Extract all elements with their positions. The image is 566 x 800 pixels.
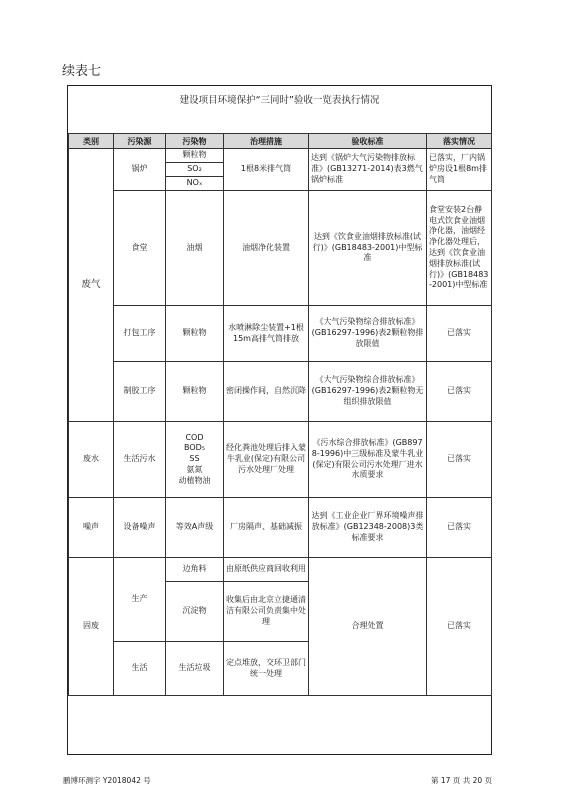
table-row <box>69 306 492 362</box>
measure-canteen: 油烟净化装置 <box>224 191 309 306</box>
standard-boiler: 达到《锅炉大气污染物排放标准》(GB13271-2014)表3燃气锅炉标准 <box>309 149 427 191</box>
pollutant-particulate: 颗粒物 <box>166 149 224 163</box>
measure-boiler: 1根8米排气筒 <box>224 149 309 191</box>
header-row <box>69 134 492 149</box>
pollutant-garbage: 生活垃圾 <box>166 642 224 696</box>
header-measure: 治理措施 <box>224 134 309 149</box>
measure-noise: 厂房隔声、基础减振 <box>224 498 309 558</box>
measure-scraps: 由原纸供应商回收利用 <box>224 558 309 582</box>
continuation-label: 续表七 <box>62 64 102 79</box>
status-boiler: 已落实，厂内锅炉房设1根8m排气筒 <box>427 149 492 191</box>
header-standard: 验收标准 <box>309 134 427 149</box>
pollutant-ammonia: 氨氮 <box>186 464 203 474</box>
header-pollutant: 污染物 <box>166 134 224 149</box>
source-equipment-noise: 设备噪声 <box>114 498 166 558</box>
header-category: 类别 <box>69 134 114 149</box>
table-row <box>69 362 492 422</box>
status-wastewater: 已落实 <box>427 422 492 498</box>
standard-canteen: 达到《饮食业油烟排放标准(试行)》(GB18483-2001)中型标准 <box>309 191 427 306</box>
header-status: 落实情况 <box>427 134 492 149</box>
table-row <box>69 422 492 498</box>
status-canteen: 食堂安装2台静电式饮食业油烟净化器，油烟经净化器处理后，达到《饮食业油烟排放标准(试行)》(GB18483-2001)中型标准 <box>427 191 492 306</box>
standard-packing: 《大气污染物综合排放标准》(GB16297-1996)表2颗粒物排放限值 <box>309 306 427 362</box>
pollutant-glue: 颗粒物 <box>166 362 224 422</box>
pollutant-nox: NOₓ <box>166 177 224 191</box>
table-frame <box>67 85 492 755</box>
source-domestic-sewage: 生活污水 <box>114 422 166 498</box>
table-row <box>69 498 492 558</box>
pollutant-noise: 等效A声级 <box>166 498 224 558</box>
pollutant-sludge: 沉淀物 <box>166 582 224 642</box>
measure-sludge: 收集后由北京立捷通清洁有限公司负责集中处理 <box>224 582 309 642</box>
measure-packing: 水喷淋除尘装置+1根15m高排气筒排放 <box>224 306 309 362</box>
measure-glue: 密闭操作间，自然沉降 <box>224 362 309 422</box>
source-boiler: 锅炉 <box>114 149 166 191</box>
header-source: 污染源 <box>114 134 166 149</box>
status-noise: 已落实 <box>427 498 492 558</box>
pollutant-oil-fume: 油烟 <box>166 191 224 306</box>
report-number: 鹏博环测字 Y2018042 号 <box>63 776 151 785</box>
pollutant-animal-oil: 动植物油 <box>178 475 211 485</box>
standard-glue: 《大气污染物综合排放标准》(GB16297-1996)表2颗粒物无组织排放限值 <box>309 362 427 422</box>
pollutant-ss: SS <box>189 454 200 464</box>
table-row <box>69 191 492 306</box>
source-glue: 制胶工序 <box>114 362 166 422</box>
standard-wastewater: 《污水综合排放标准》(GB8978-1996)中三级标准及蒙牛乳业(保定)有限公司污水处理厂进水水质要求 <box>309 422 427 498</box>
source-canteen: 食堂 <box>114 191 166 306</box>
status-glue: 已落实 <box>427 362 492 422</box>
status-solid-waste: 已落实 <box>427 558 492 696</box>
status-packing: 已落实 <box>427 306 492 362</box>
measure-wastewater: 经化粪池处理后排入蒙牛乳业(保定)有限公司污水处理厂处理 <box>224 422 309 498</box>
pollutant-cod: COD <box>185 432 204 442</box>
category-solid-waste: 固废 <box>69 558 114 696</box>
pollutant-bod5: BOD₅ <box>183 443 205 453</box>
standard-noise: 达到《工业企业厂界环境噪声排放标准》(GB12348-2008)3类标准要求 <box>309 498 427 558</box>
category-waste-gas: 废气 <box>69 149 114 422</box>
category-wastewater: 废水 <box>69 422 114 498</box>
measure-garbage: 定点堆放，交环卫部门统一处理 <box>224 642 309 696</box>
page-number: 第 17 页 共 20 页 <box>431 776 493 785</box>
pollutant-scraps: 边角料 <box>166 558 224 582</box>
source-packing: 打包工序 <box>114 306 166 362</box>
category-noise: 噪声 <box>69 498 114 558</box>
pollutant-so2: SO₂ <box>166 163 224 177</box>
source-production: 生产 <box>114 558 166 642</box>
table-row <box>69 558 492 582</box>
pollutant-packing: 颗粒物 <box>166 306 224 362</box>
table-row <box>69 149 492 163</box>
pollutant-list-wastewater <box>166 422 224 498</box>
source-living: 生活 <box>114 642 166 696</box>
acceptance-table <box>68 133 492 696</box>
table-title: 建设项目环境保护“三同时”验收一览表执行情况 <box>179 95 380 106</box>
standard-solid-waste: 合理处置 <box>309 558 427 696</box>
